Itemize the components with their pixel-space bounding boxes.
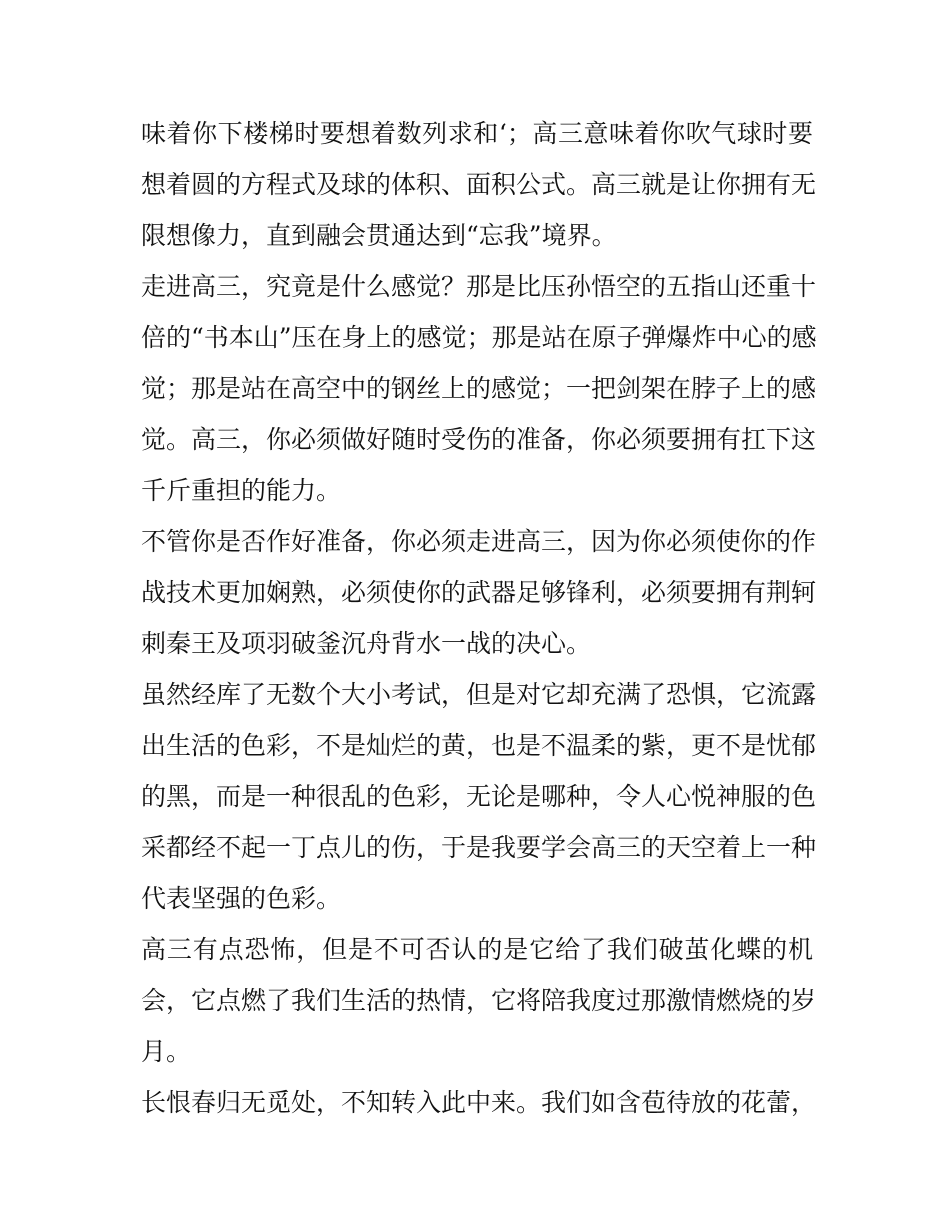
text-line: 千斤重担的能力。 bbox=[141, 476, 342, 505]
text-line: 代表坚强的色彩。 bbox=[141, 884, 342, 913]
text-line: 出生活的色彩，不是灿烂的黄，也是不温柔的紫，更不是忧郁 bbox=[141, 731, 817, 760]
text-line: 高三有点恐怖，但是不可否认的是它给了我们破茧化蝶的机 bbox=[141, 935, 813, 964]
text-line: 味着你下楼梯时要想着数列求和‘；高三意味着你吹气球时要 bbox=[141, 119, 813, 148]
text-line: 采都经不起一丁点儿的伤，于是我要学会高三的天空着上一种 bbox=[141, 833, 817, 862]
text-line: 倍的“书本山”压在身上的感觉；那是站在原子弹爆炸中心的感 bbox=[141, 323, 817, 352]
text-line: 的黑，而是一种很乱的色彩，无论是哪种，令人心悦神服的色 bbox=[141, 782, 817, 811]
text-line: 觉。高三，你必须做好随时受伤的准备，你必须要拥有扛下这 bbox=[141, 425, 817, 454]
text-line: 月。 bbox=[141, 1037, 192, 1066]
text-line: 会，它点燃了我们生活的热情，它将陪我度过那激情燃烧的岁 bbox=[141, 986, 817, 1015]
text-line: 想着圆的方程式及球的体积、面积公式。高三就是让你拥有无 bbox=[141, 170, 817, 199]
text-line: 觉；那是站在高空中的钢丝上的感觉；一把剑架在脖子上的感 bbox=[141, 374, 817, 403]
document-body bbox=[141, 108, 817, 1128]
text-line: 虽然经库了无数个大小考试，但是对它却充满了恐惧，它流露 bbox=[141, 680, 817, 709]
text-line: 长恨春归无觅处，不知转入此中来。我们如含苞待放的花蕾， bbox=[141, 1088, 817, 1117]
text-line: 走进高三，究竟是什么感觉？那是比压孙悟空的五指山还重十 bbox=[141, 272, 817, 301]
text-line: 战技术更加娴熟，必须使你的武器足够锋利，必须要拥有荆轲 bbox=[141, 578, 817, 607]
text-line: 限想像力，直到融会贯通达到“忘我”境界。 bbox=[141, 221, 617, 250]
text-line: 不管你是否作好准备，你必须走进高三，因为你必须使你的作 bbox=[141, 527, 817, 556]
text-line: 刺秦王及项羽破釜沉舟背水一战的决心。 bbox=[141, 629, 592, 658]
